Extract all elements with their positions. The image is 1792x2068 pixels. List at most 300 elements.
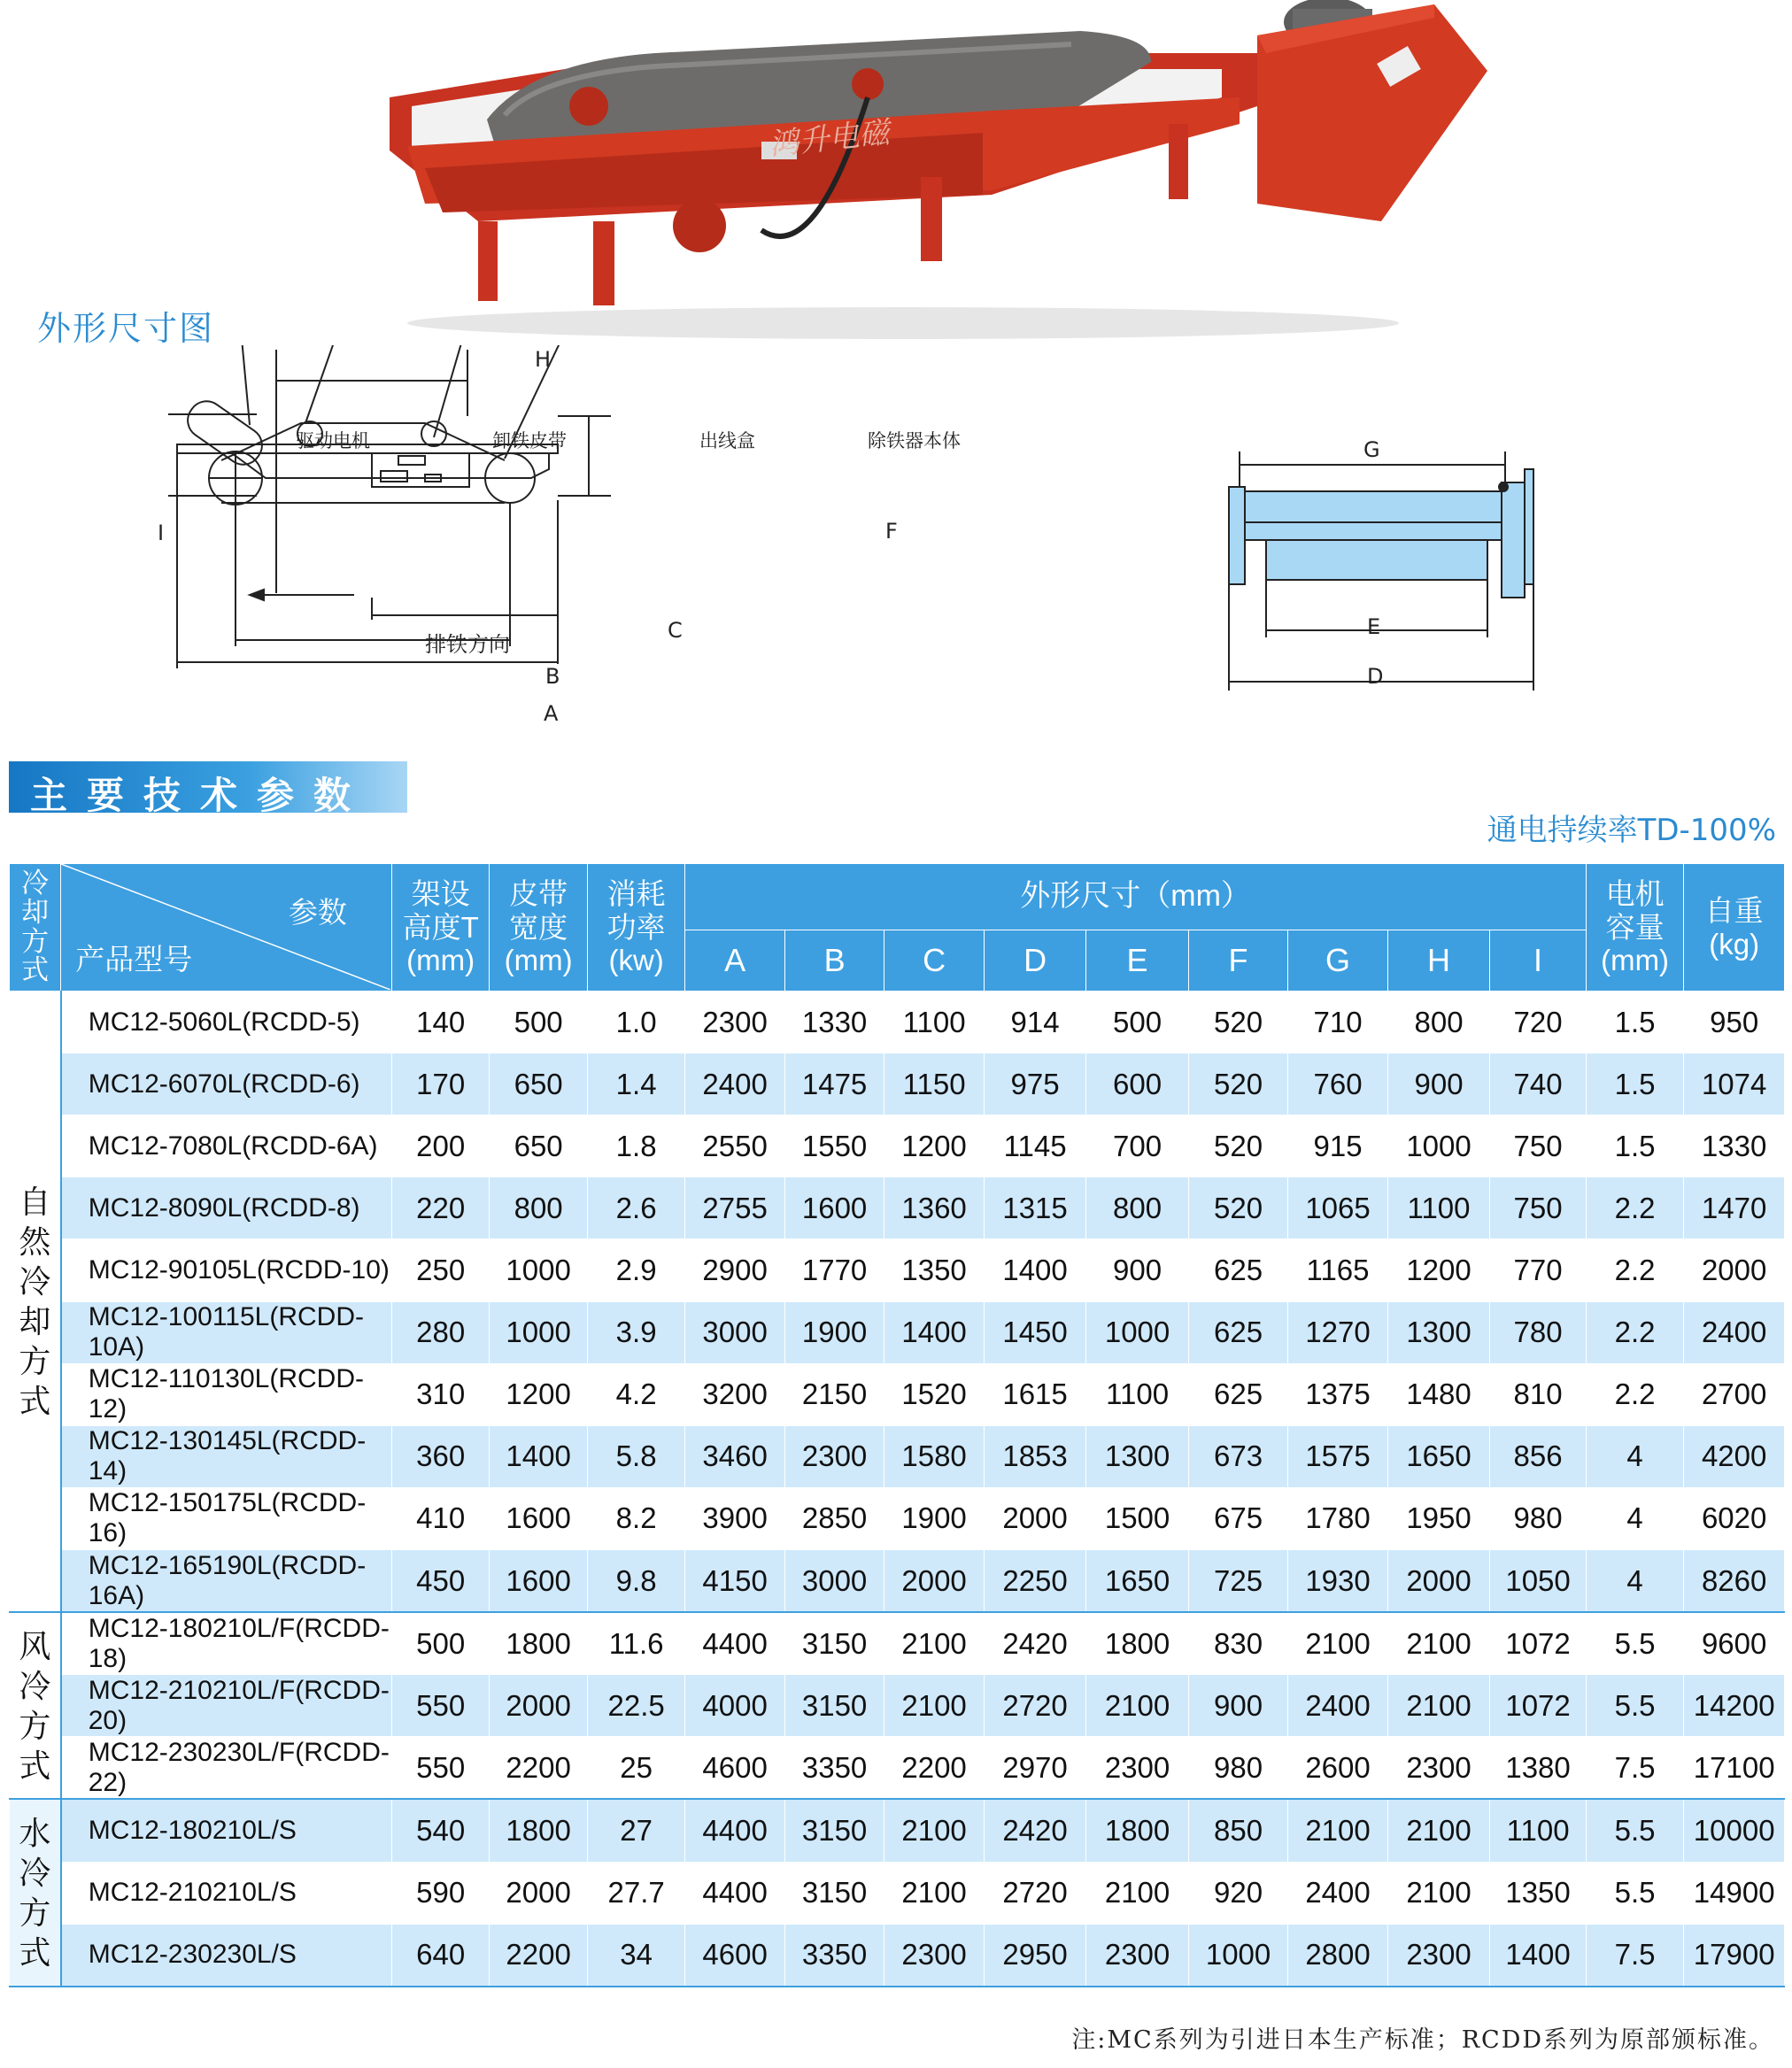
value-cell: 900: [1387, 1053, 1490, 1115]
dim-label-b: B: [545, 664, 560, 689]
table-row: [10, 1239, 1785, 1301]
value-cell: 850: [1188, 1799, 1287, 1862]
value-cell: 2000: [1684, 1239, 1785, 1301]
value-cell: 3150: [784, 1612, 884, 1675]
header-dim-a: A: [685, 930, 784, 992]
value-cell: 520: [1188, 1053, 1287, 1115]
value-cell: 2300: [685, 992, 784, 1053]
cooling-group-natural: 自然冷却方式: [10, 992, 61, 1613]
model-cell: MC12-6070L(RCDD-6): [61, 1053, 392, 1115]
value-cell: 1520: [884, 1363, 984, 1425]
value-cell: 2.2: [1586, 1239, 1683, 1301]
value-cell: 1450: [984, 1301, 1086, 1363]
value-cell: 520: [1188, 1177, 1287, 1239]
header-dim-f: F: [1188, 930, 1287, 992]
value-cell: 1000: [1086, 1301, 1189, 1363]
value-cell: 1350: [1490, 1862, 1587, 1924]
value-cell: 1800: [1086, 1612, 1189, 1675]
value-cell: 17900: [1684, 1924, 1785, 1987]
value-cell: 6020: [1684, 1487, 1785, 1549]
value-cell: 2100: [1387, 1675, 1490, 1737]
value-cell: 5.5: [1586, 1612, 1683, 1675]
value-cell: 780: [1490, 1301, 1587, 1363]
table-row: [10, 1301, 1785, 1363]
value-cell: 360: [391, 1425, 489, 1487]
header-dimensions: 外形尺寸（mm）: [685, 864, 1586, 930]
value-cell: 2.2: [1586, 1301, 1683, 1363]
value-cell: 3150: [784, 1675, 884, 1737]
value-cell: 1853: [984, 1425, 1086, 1487]
value-cell: 750: [1490, 1177, 1587, 1239]
params-banner: [9, 761, 407, 817]
value-cell: 4000: [685, 1675, 784, 1737]
table-row: [10, 1177, 1785, 1239]
model-cell: MC12-230230L/F(RCDD-22): [61, 1737, 392, 1800]
dim-label-a: A: [544, 701, 559, 726]
value-cell: 1900: [884, 1487, 984, 1549]
value-cell: 1000: [490, 1239, 587, 1301]
dim-label-i: I: [158, 521, 165, 545]
value-cell: 1.5: [1586, 1053, 1683, 1115]
value-cell: 1950: [1387, 1487, 1490, 1549]
table-row: [10, 1549, 1785, 1612]
value-cell: 750: [1490, 1115, 1587, 1177]
value-cell: 2100: [884, 1675, 984, 1737]
value-cell: 2100: [1387, 1612, 1490, 1675]
model-cell: MC12-8090L(RCDD-8): [61, 1177, 392, 1239]
value-cell: 2420: [984, 1612, 1086, 1675]
value-cell: 4400: [685, 1612, 784, 1675]
value-cell: 740: [1490, 1053, 1587, 1115]
value-cell: 1100: [884, 992, 984, 1053]
model-cell: MC12-180210L/S: [61, 1799, 392, 1862]
value-cell: 1800: [490, 1799, 587, 1862]
value-cell: 7.5: [1586, 1924, 1683, 1987]
value-cell: 1780: [1288, 1487, 1387, 1549]
value-cell: 1000: [1188, 1924, 1287, 1987]
value-cell: 1200: [1387, 1239, 1490, 1301]
value-cell: 2000: [984, 1487, 1086, 1549]
header-dim-g: G: [1288, 930, 1387, 992]
value-cell: 725: [1188, 1549, 1287, 1612]
value-cell: 3900: [685, 1487, 784, 1549]
value-cell: 1475: [784, 1053, 884, 1115]
table-row: [10, 1363, 1785, 1425]
value-cell: 1100: [1086, 1363, 1189, 1425]
model-cell: MC12-110130L(RCDD-12): [61, 1363, 392, 1425]
value-cell: 2100: [884, 1862, 984, 1924]
value-cell: 1270: [1288, 1301, 1387, 1363]
value-cell: 4400: [685, 1862, 784, 1924]
value-cell: 1165: [1288, 1239, 1387, 1301]
value-cell: 410: [391, 1487, 489, 1549]
header-model: 产品型号: [75, 943, 193, 976]
value-cell: 2300: [1086, 1924, 1189, 1987]
value-cell: 2970: [984, 1737, 1086, 1800]
value-cell: 950: [1684, 992, 1785, 1053]
dim-label-f: F: [885, 519, 898, 544]
value-cell: 2100: [1288, 1612, 1387, 1675]
value-cell: 1470: [1684, 1177, 1785, 1239]
value-cell: 27: [587, 1799, 684, 1862]
value-cell: 1400: [984, 1239, 1086, 1301]
value-cell: 1575: [1288, 1425, 1387, 1487]
value-cell: 2300: [784, 1425, 884, 1487]
value-cell: 500: [490, 992, 587, 1053]
header-corner: [61, 864, 392, 992]
table-row: [10, 1053, 1785, 1115]
value-cell: 1.5: [1586, 1115, 1683, 1177]
model-cell: MC12-210210L/S: [61, 1862, 392, 1924]
value-cell: 1300: [1387, 1301, 1490, 1363]
value-cell: 1600: [490, 1549, 587, 1612]
model-cell: MC12-90105L(RCDD-10): [61, 1239, 392, 1301]
value-cell: 5.8: [587, 1425, 684, 1487]
value-cell: 625: [1188, 1363, 1287, 1425]
value-cell: 640: [391, 1924, 489, 1987]
model-cell: MC12-150175L(RCDD-16): [61, 1487, 392, 1549]
value-cell: 500: [391, 1612, 489, 1675]
value-cell: 2550: [685, 1115, 784, 1177]
value-cell: 3.9: [587, 1301, 684, 1363]
value-cell: 520: [1188, 1115, 1287, 1177]
model-cell: MC12-210210L/F(RCDD-20): [61, 1675, 392, 1737]
table-row: [10, 992, 1785, 1053]
model-cell: MC12-130145L(RCDD-14): [61, 1425, 392, 1487]
value-cell: 830: [1188, 1612, 1287, 1675]
value-cell: 34: [587, 1924, 684, 1987]
value-cell: 1800: [490, 1612, 587, 1675]
value-cell: 2.9: [587, 1239, 684, 1301]
value-cell: 2400: [685, 1053, 784, 1115]
dim-label-e: E: [1367, 614, 1381, 639]
value-cell: 1400: [490, 1425, 587, 1487]
value-cell: 1.8: [587, 1115, 684, 1177]
table-row: [10, 1924, 1785, 1987]
model-cell: MC12-5060L(RCDD-5): [61, 992, 392, 1053]
value-cell: 1050: [1490, 1549, 1587, 1612]
value-cell: 4200: [1684, 1425, 1785, 1487]
value-cell: 8.2: [587, 1487, 684, 1549]
value-cell: 920: [1188, 1862, 1287, 1924]
value-cell: 1580: [884, 1425, 984, 1487]
header-param: 参数: [288, 896, 347, 929]
value-cell: 1400: [884, 1301, 984, 1363]
value-cell: 1500: [1086, 1487, 1189, 1549]
value-cell: 550: [391, 1737, 489, 1800]
model-cell: MC12-100115L(RCDD-10A): [61, 1301, 392, 1363]
value-cell: 1650: [1387, 1425, 1490, 1487]
value-cell: 2200: [884, 1737, 984, 1800]
dim-label-h: H: [535, 347, 552, 372]
value-cell: 650: [490, 1053, 587, 1115]
value-cell: 4400: [685, 1799, 784, 1862]
value-cell: 2300: [1086, 1737, 1189, 1800]
value-cell: 2720: [984, 1675, 1086, 1737]
value-cell: 1072: [1490, 1612, 1587, 1675]
value-cell: 2755: [685, 1177, 784, 1239]
value-cell: 2100: [884, 1799, 984, 1862]
value-cell: 2300: [1387, 1924, 1490, 1987]
value-cell: 1145: [984, 1115, 1086, 1177]
value-cell: 3350: [784, 1924, 884, 1987]
value-cell: 220: [391, 1177, 489, 1239]
value-cell: 980: [1490, 1487, 1587, 1549]
value-cell: 2850: [784, 1487, 884, 1549]
table-row: [10, 1612, 1785, 1675]
value-cell: 3350: [784, 1737, 884, 1800]
value-cell: 4600: [685, 1924, 784, 1987]
value-cell: 1400: [1490, 1924, 1587, 1987]
dim-label-d: D: [1367, 664, 1384, 689]
model-cell: MC12-180210L/F(RCDD-18): [61, 1612, 392, 1675]
value-cell: 9.8: [587, 1549, 684, 1612]
value-cell: 1.0: [587, 992, 684, 1053]
value-cell: 450: [391, 1549, 489, 1612]
value-cell: 1074: [1684, 1053, 1785, 1115]
value-cell: 800: [490, 1177, 587, 1239]
table-row: [10, 1737, 1785, 1800]
value-cell: 1.4: [587, 1053, 684, 1115]
table-row: [10, 1675, 1785, 1737]
value-cell: 1200: [490, 1363, 587, 1425]
value-cell: 2.2: [1586, 1177, 1683, 1239]
value-cell: 8260: [1684, 1549, 1785, 1612]
value-cell: 2100: [1086, 1862, 1189, 1924]
value-cell: 3000: [685, 1301, 784, 1363]
value-cell: 1200: [884, 1115, 984, 1177]
value-cell: 2300: [1387, 1737, 1490, 1800]
value-cell: 1000: [490, 1301, 587, 1363]
value-cell: 1930: [1288, 1549, 1387, 1612]
model-cell: MC12-7080L(RCDD-6A): [61, 1115, 392, 1177]
dimension-drawing-title: 外形尺寸图: [37, 309, 215, 348]
value-cell: 2100: [1288, 1799, 1387, 1862]
value-cell: 1650: [1086, 1549, 1189, 1612]
value-cell: 17100: [1684, 1737, 1785, 1800]
value-cell: 550: [391, 1675, 489, 1737]
label-discharge-direction: 排铁方向: [425, 632, 510, 657]
value-cell: 760: [1288, 1053, 1387, 1115]
header-dim-e: E: [1086, 930, 1189, 992]
value-cell: 1350: [884, 1239, 984, 1301]
value-cell: 1800: [1086, 1799, 1189, 1862]
value-cell: 10000: [1684, 1799, 1785, 1862]
dim-label-g: G: [1363, 437, 1380, 462]
value-cell: 2900: [685, 1239, 784, 1301]
value-cell: 2150: [784, 1363, 884, 1425]
value-cell: 900: [1188, 1675, 1287, 1737]
value-cell: 5.5: [1586, 1862, 1683, 1924]
value-cell: 2300: [884, 1924, 984, 1987]
value-cell: 2420: [984, 1799, 1086, 1862]
value-cell: 900: [1086, 1239, 1189, 1301]
header-dim-d: D: [984, 930, 1086, 992]
value-cell: 2100: [1387, 1862, 1490, 1924]
value-cell: 4: [1586, 1487, 1683, 1549]
value-cell: 3150: [784, 1799, 884, 1862]
value-cell: 1300: [1086, 1425, 1189, 1487]
value-cell: 770: [1490, 1239, 1587, 1301]
value-cell: 2600: [1288, 1737, 1387, 1800]
value-cell: 200: [391, 1115, 489, 1177]
value-cell: 4150: [685, 1549, 784, 1612]
table-row: [10, 1425, 1785, 1487]
value-cell: 590: [391, 1862, 489, 1924]
value-cell: 3000: [784, 1549, 884, 1612]
value-cell: 280: [391, 1301, 489, 1363]
value-cell: 4.2: [587, 1363, 684, 1425]
label-junction-box: 出线盒: [699, 430, 755, 451]
value-cell: 1375: [1288, 1363, 1387, 1425]
value-cell: 675: [1188, 1487, 1287, 1549]
value-cell: 1550: [784, 1115, 884, 1177]
value-cell: 2000: [1387, 1549, 1490, 1612]
value-cell: 520: [1188, 992, 1287, 1053]
value-cell: 1770: [784, 1239, 884, 1301]
value-cell: 4600: [685, 1737, 784, 1800]
value-cell: 140: [391, 992, 489, 1053]
cooling-group-air: 风冷方式: [10, 1612, 61, 1799]
value-cell: 25: [587, 1737, 684, 1800]
value-cell: 2400: [1288, 1675, 1387, 1737]
value-cell: 2.6: [587, 1177, 684, 1239]
value-cell: 1330: [1684, 1115, 1785, 1177]
value-cell: 2400: [1288, 1862, 1387, 1924]
value-cell: 2100: [1387, 1799, 1490, 1862]
value-cell: 2800: [1288, 1924, 1387, 1987]
value-cell: 2100: [1086, 1675, 1189, 1737]
value-cell: 1600: [490, 1487, 587, 1549]
value-cell: 720: [1490, 992, 1587, 1053]
header-dim-c: C: [884, 930, 984, 992]
value-cell: 1100: [1387, 1177, 1490, 1239]
header-install-height: 架设 高度T (mm): [391, 864, 489, 992]
value-cell: 2000: [884, 1549, 984, 1612]
side-view-drawing: [168, 345, 868, 744]
value-cell: 1315: [984, 1177, 1086, 1239]
value-cell: 2720: [984, 1862, 1086, 1924]
header-weight: 自重 (kg): [1684, 864, 1785, 992]
value-cell: 22.5: [587, 1675, 684, 1737]
header-power: 消耗 功率 (kw): [587, 864, 684, 992]
value-cell: 2950: [984, 1924, 1086, 1987]
header-dim-h: H: [1387, 930, 1490, 992]
value-cell: 3200: [685, 1363, 784, 1425]
value-cell: 2.2: [1586, 1363, 1683, 1425]
value-cell: 1065: [1288, 1177, 1387, 1239]
value-cell: 1480: [1387, 1363, 1490, 1425]
model-cell: MC12-230230L/S: [61, 1924, 392, 1987]
value-cell: 1000: [1387, 1115, 1490, 1177]
value-cell: 11.6: [587, 1612, 684, 1675]
value-cell: 2100: [884, 1612, 984, 1675]
dim-label-c: C: [668, 618, 683, 643]
table-row: [10, 1799, 1785, 1862]
header-dim-b: B: [784, 930, 884, 992]
value-cell: 1615: [984, 1363, 1086, 1425]
value-cell: 800: [1387, 992, 1490, 1053]
label-separator-body: 除铁器本体: [868, 430, 961, 451]
value-cell: 1150: [884, 1053, 984, 1115]
value-cell: 625: [1188, 1301, 1287, 1363]
value-cell: 1100: [1490, 1799, 1587, 1862]
value-cell: 170: [391, 1053, 489, 1115]
cooling-group-water: 水冷方式: [10, 1799, 61, 1987]
photo-logo-text: 鸿升电磁: [767, 114, 892, 163]
duty-cycle-note: 通电持续率TD-100%: [1487, 813, 1776, 848]
value-cell: 673: [1188, 1425, 1287, 1487]
value-cell: 810: [1490, 1363, 1587, 1425]
value-cell: 856: [1490, 1425, 1587, 1487]
product-photo: [372, 0, 1541, 354]
value-cell: 2200: [490, 1924, 587, 1987]
value-cell: 800: [1086, 1177, 1189, 1239]
value-cell: 4: [1586, 1549, 1683, 1612]
header-motor-capacity: 电机 容量 (mm): [1586, 864, 1683, 992]
table-row: [10, 1487, 1785, 1549]
value-cell: 975: [984, 1053, 1086, 1115]
value-cell: 915: [1288, 1115, 1387, 1177]
value-cell: 5.5: [1586, 1675, 1683, 1737]
value-cell: 540: [391, 1799, 489, 1862]
header-dim-i: I: [1490, 930, 1587, 992]
model-cell: MC12-165190L(RCDD-16A): [61, 1549, 392, 1612]
value-cell: 2400: [1684, 1301, 1785, 1363]
header-belt-width: 皮带 宽度 (mm): [490, 864, 587, 992]
value-cell: 310: [391, 1363, 489, 1425]
value-cell: 625: [1188, 1239, 1287, 1301]
value-cell: 27.7: [587, 1862, 684, 1924]
value-cell: 2000: [490, 1862, 587, 1924]
header-cooling: 冷却方式: [10, 864, 61, 992]
value-cell: 2250: [984, 1549, 1086, 1612]
value-cell: 2700: [1684, 1363, 1785, 1425]
value-cell: 600: [1086, 1053, 1189, 1115]
value-cell: 9600: [1684, 1612, 1785, 1675]
label-discharge-belt: 卸铁皮带: [492, 430, 567, 451]
value-cell: 500: [1086, 992, 1189, 1053]
value-cell: 914: [984, 992, 1086, 1053]
table-row: [10, 1862, 1785, 1924]
label-drive-motor: 驱动电机: [296, 430, 370, 451]
value-cell: 1360: [884, 1177, 984, 1239]
value-cell: 250: [391, 1239, 489, 1301]
value-cell: 14200: [1684, 1675, 1785, 1737]
value-cell: 3150: [784, 1862, 884, 1924]
value-cell: 2000: [490, 1675, 587, 1737]
spec-table-body: [10, 992, 1785, 1987]
value-cell: 4: [1586, 1425, 1683, 1487]
value-cell: 5.5: [1586, 1799, 1683, 1862]
value-cell: 1072: [1490, 1675, 1587, 1737]
value-cell: 980: [1188, 1737, 1287, 1800]
footnote: 注:MC系列为引进日本生产标准；RCDD系列为原部颁标准。: [1071, 2026, 1774, 2054]
value-cell: 14900: [1684, 1862, 1785, 1924]
value-cell: 710: [1288, 992, 1387, 1053]
value-cell: 1380: [1490, 1737, 1587, 1800]
value-cell: 1.5: [1586, 992, 1683, 1053]
value-cell: 7.5: [1586, 1737, 1683, 1800]
value-cell: 1600: [784, 1177, 884, 1239]
params-title: 主要技术参数: [30, 774, 371, 817]
value-cell: 1900: [784, 1301, 884, 1363]
value-cell: 2200: [490, 1737, 587, 1800]
value-cell: 3460: [685, 1425, 784, 1487]
table-row: [10, 1115, 1785, 1177]
value-cell: 700: [1086, 1115, 1189, 1177]
value-cell: 1330: [784, 992, 884, 1053]
